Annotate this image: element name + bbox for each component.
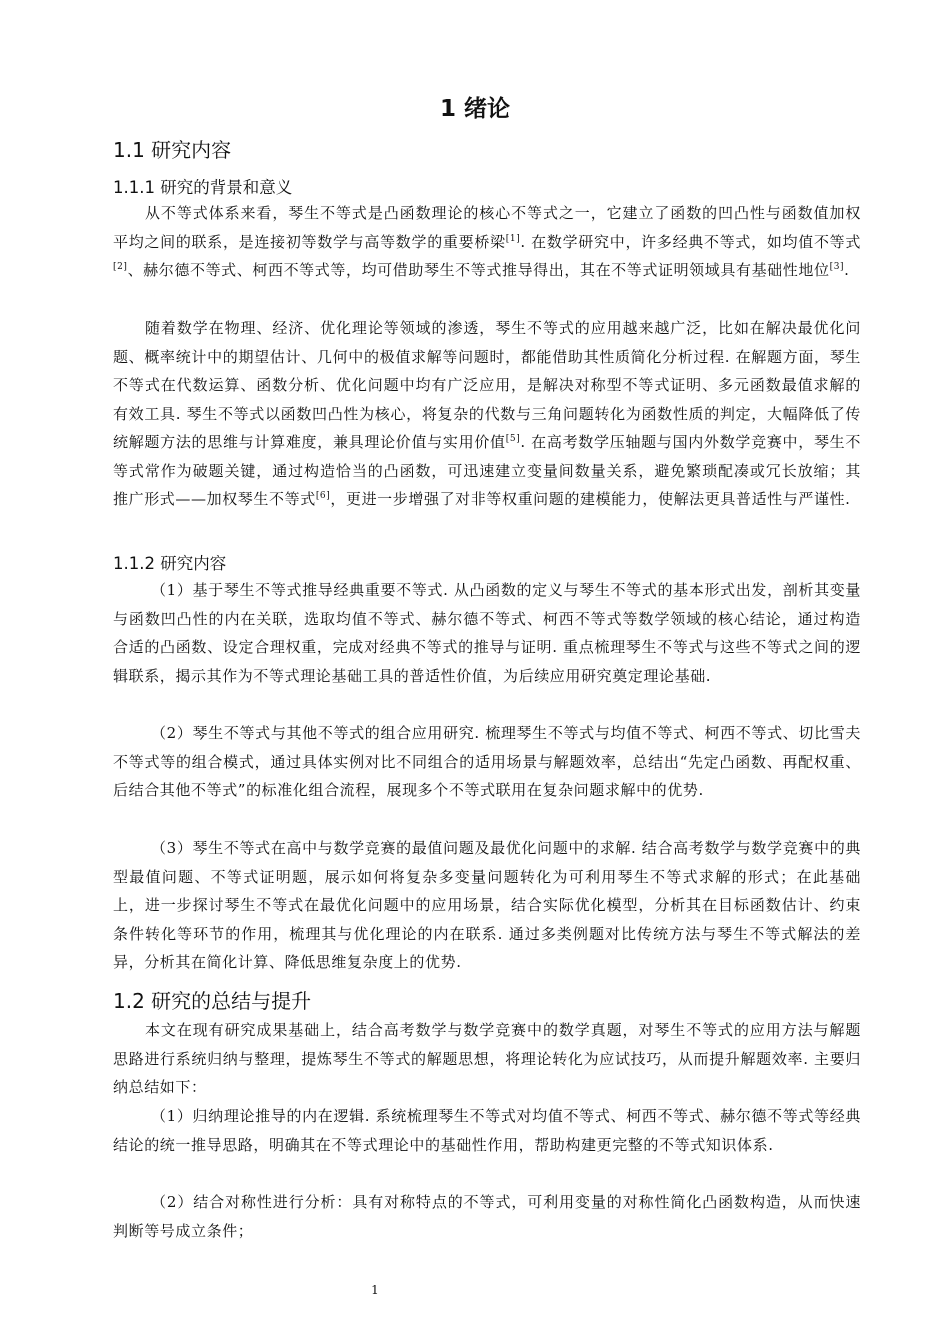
research-item-2: （2）琴生不等式与其他不等式的组合应用研究. 梳理琴生不等式与均值不等式、柯西不等式、切比雪夫不等式等的组合模式，通过具体实例对比不同组合的适用场景与解题效率，总结出“先定凸函数、再配权重、后结合其他不等式”的标准化组合流程，展现多个不等式联用在复杂问题求解中的优势. xyxy=(113,724,861,799)
citation: [3] xyxy=(829,262,845,272)
page-number: 1 xyxy=(371,1283,379,1297)
research-item-3: （3）琴生不等式在高中与数学竞赛的最值问题及最优化问题中的求解. 结合高考数学与数学竞赛中的典型最值问题、不等式证明题，展示如何将复杂多变量问题转化为可利用琴生不等式求解的形式；在此基础上，进一步探讨琴生不等式在最优化问题中的应用场景，结合实际优化模型，分析其在目标函数估计、约束条件转化等环节的作用，梳理其与优化理论的内在联系. 通过多类例题对比传统方法与琴生不等式解法的差异，分析其在简化计算、降低思维复杂度上的优势. xyxy=(113,839,861,971)
summary-item-1: （1）归纳理论推导的内在逻辑. 系统梳理琴生不等式对均值不等式、柯西不等式、赫尔德不等式等经典结论的统一推导思路，明确其在不等式理论中的基础性作用，帮助构建更完整的不等式知识体系. xyxy=(113,1107,861,1154)
citation: [1] xyxy=(505,233,521,244)
citation: [2] xyxy=(113,262,128,272)
paragraph-background-1 xyxy=(113,199,861,285)
subsection-heading-1-1-2: 1.1.2 研究内容 xyxy=(113,554,227,573)
text-run: 随着数学在物理、经济、优化理论等领域的渗透，琴生不等式的应用越来越广泛，比如在解决最优化问题、概率统计中的期望估计、几何中的极值求解等问题时，都能借助其性质简化分析过程. 在解题方面，琴生不等式在代数运算、函数分析、优化问题中均有广泛应用，是解决对称型不等式证明、多元函数最值求解的有效工具. 琴生不等式以函数凹凸性为核心，将复杂的代数与三角问题转化为函数性质的判定，大幅降低了传统解题方法的思维与计算难度，兼具理论价值与实用价值 xyxy=(113,319,861,451)
text-run: 从不等式体系来看，琴生不等式是凸函数理论的核心不等式之一，它建立了函数的凹凸性与函数值加权平均之间的联系，是连接初等数学与高等数学的重要桥梁 xyxy=(113,204,861,251)
citation: [6] xyxy=(315,491,331,501)
subsection-heading-1-1-1: 1.1.1 研究的背景和意义 xyxy=(113,178,293,197)
summary-item-2: （2）结合对称性进行分析：具有对称特点的不等式，可利用变量的对称性简化凸函数构造，从而快速判断等号成立条件； xyxy=(113,1193,861,1240)
text-run: 、赫尔德不等式、柯西不等式等，均可借助琴生不等式推导得出，其在不等式证明领域具有基础性地位 xyxy=(127,261,830,279)
section-heading-1-2: 1.2 研究的总结与提升 xyxy=(113,989,312,1013)
text-run: . xyxy=(844,261,850,279)
section-heading-1-1: 1.1 研究内容 xyxy=(113,138,232,162)
citation: [5] xyxy=(505,434,521,444)
chapter-title: 1 绪论 xyxy=(439,96,510,122)
paragraph-background-2 xyxy=(113,314,861,514)
summary-intro: 本文在现有研究成果基础上，结合高考数学与数学竞赛中的数学真题，对琴生不等式的应用方法与解题思路进行系统归纳与整理，提炼琴生不等式的解题思想，将理论转化为应试技巧，从而提升解题效率. 主要归纳总结如下： xyxy=(113,1021,861,1096)
text-run: ，更进一步增强了对非等权重问题的建模能力，使解法更具普适性与严谨性. xyxy=(330,490,851,508)
text-run: . 在高考数学压轴题与国内外数学竞赛中，琴生不等式常作为破题关键，通过构造恰当的凸函数，可迅速建立变量间数量关系，避免繁琐配凑或冗长放缩；其推广形式——加权琴生不等式 xyxy=(113,433,861,508)
research-item-1: （1）基于琴生不等式推导经典重要不等式. 从凸函数的定义与琴生不等式的基本形式出发，剖析其变量与函数凹凸性的内在关联，选取均值不等式、赫尔德不等式、柯西不等式等数学领域的核心结论，通过构造合适的凸函数、设定合理权重，完成对经典不等式的推导与证明. 重点梳理琴生不等式与这些不等式之间的逻辑联系，揭示其作为不等式理论基础工具的普适性价值，为后续应用研究奠定理论基础. xyxy=(113,581,861,685)
text-run: . 在数学研究中，许多经典不等式，如均值不等式 xyxy=(520,232,861,251)
